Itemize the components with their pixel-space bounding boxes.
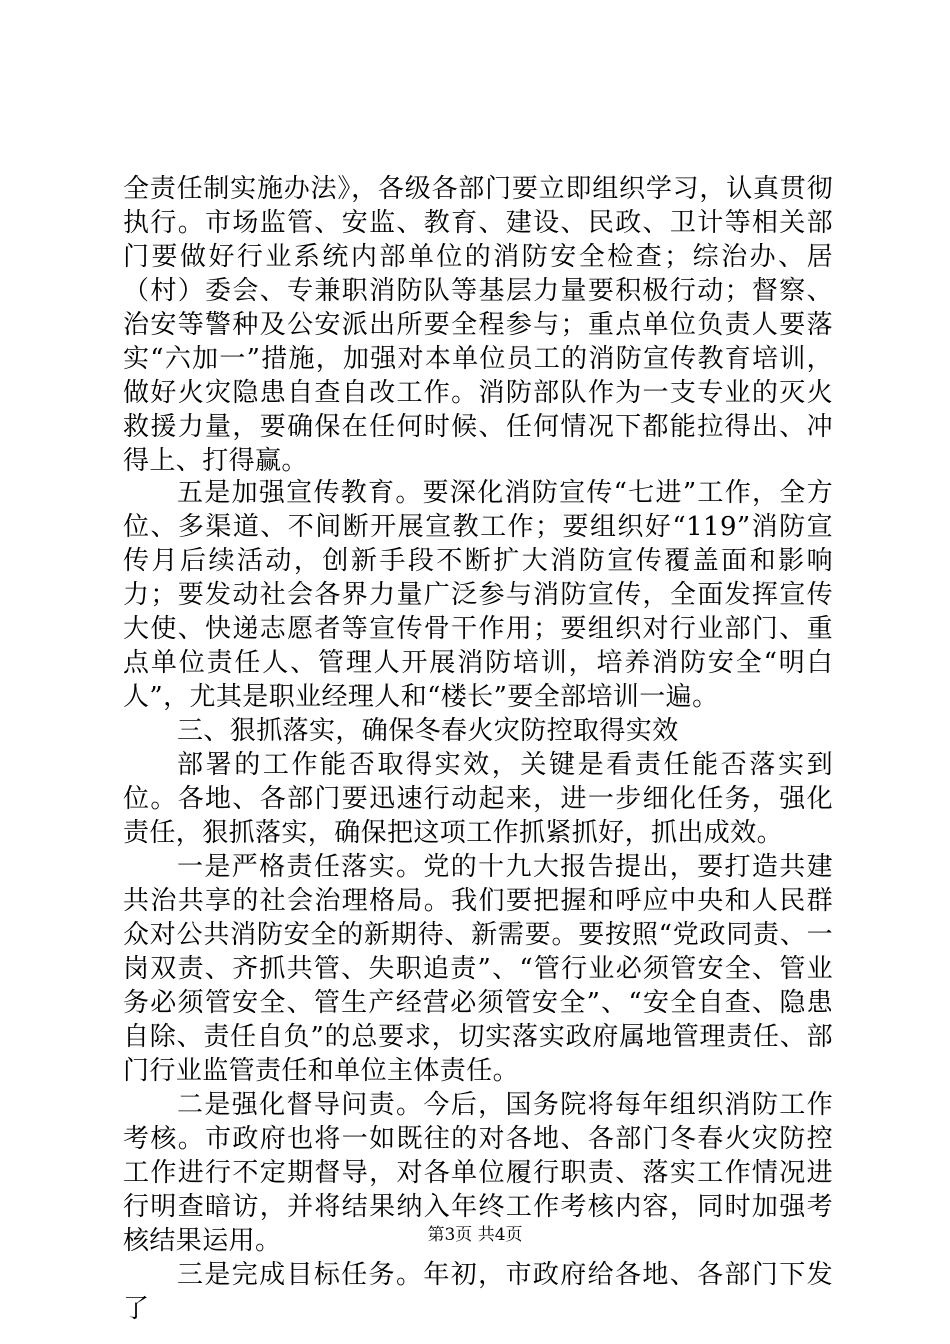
paragraph-publicity-education: 五是加强宣传教育。要深化消防宣传“七进”工作，全方位、多渠道、不间断开展宣教工作；要组织好“119”消防宣传月后续活动，创新手段不断扩大消防宣传覆盖面和影响力；要发动社会各界力量广泛参与消防宣传，全面发挥宣传大使、快递志愿者等宣传骨干作用；要组织对行业部门、重点单位责任人、管理人开展消防培训，培养消防安全“明白人”，尤其是职业经理人和“楼长”要全部培训一遍。 bbox=[123, 478, 833, 712]
paragraph-targets: 三是完成目标任务。年初，市政府给各地、各部门下发了 bbox=[123, 1260, 833, 1324]
body-text-main bbox=[123, 476, 833, 1326]
section-heading-implementation: 三、狠抓落实，确保冬春火灾防控取得实效 bbox=[177, 716, 679, 746]
paragraph-deployment: 部署的工作能否取得实效，关键是看责任能否落实到位。各地、各部门要迅速行动起来，进一步细化任务，强化责任，狠抓落实，确保把这项工作抓紧抓好，抓出成效。 bbox=[123, 750, 833, 848]
body-text-top bbox=[123, 172, 833, 478]
paragraph-responsibility: 一是严格责任落实。党的十九大报告提出，要打造共建共治共享的社会治理格局。我们要把握和呼应中央和人民群众对公共消防安全的新期待、新需要。要按照“党政同责、一岗双责、齐抓共管、失职追责”、“管行业必须管安全、管业务必须管安全、管生产经营必须管安全”、“安全自查、隐患自除、责任自负”的总要求，切实落实政府属地管理责任、部门行业监管责任和单位主体责任。 bbox=[123, 852, 833, 1086]
page-number-footer: 第3页 共4页 bbox=[427, 1225, 523, 1245]
paragraph-continuation: 全责任制实施办法》，各级各部门要立即组织学习，认真贯彻执行。市场监管、安监、教育、建设、民政、卫计等相关部门要做好行业系统内部单位的消防安全检查；综治办、居（村）委会、专兼职消防队等基层力量要积极行动；督察、治安等警种及公安派出所要全程参与；重点单位负责人要落实“六加一”措施，加强对本单位员工的消防宣传教育培训，做好火灾隐患自查自改工作。消防部队作为一支专业的灭火救援力量，要确保在任何时候、任何情况下都能拉得出、冲得上、打得赢。 bbox=[123, 174, 833, 476]
paragraph-supervision: 二是强化督导问责。今后，国务院将每年组织消防工作考核。市政府也将一如既往的对各地、各部门冬春火灾防控工作进行不定期督导，对各单位履行职责、落实工作情况进行明查暗访，并将结果纳入年终工作考核内容，同时加强考核结果运用。 bbox=[123, 1090, 833, 1256]
